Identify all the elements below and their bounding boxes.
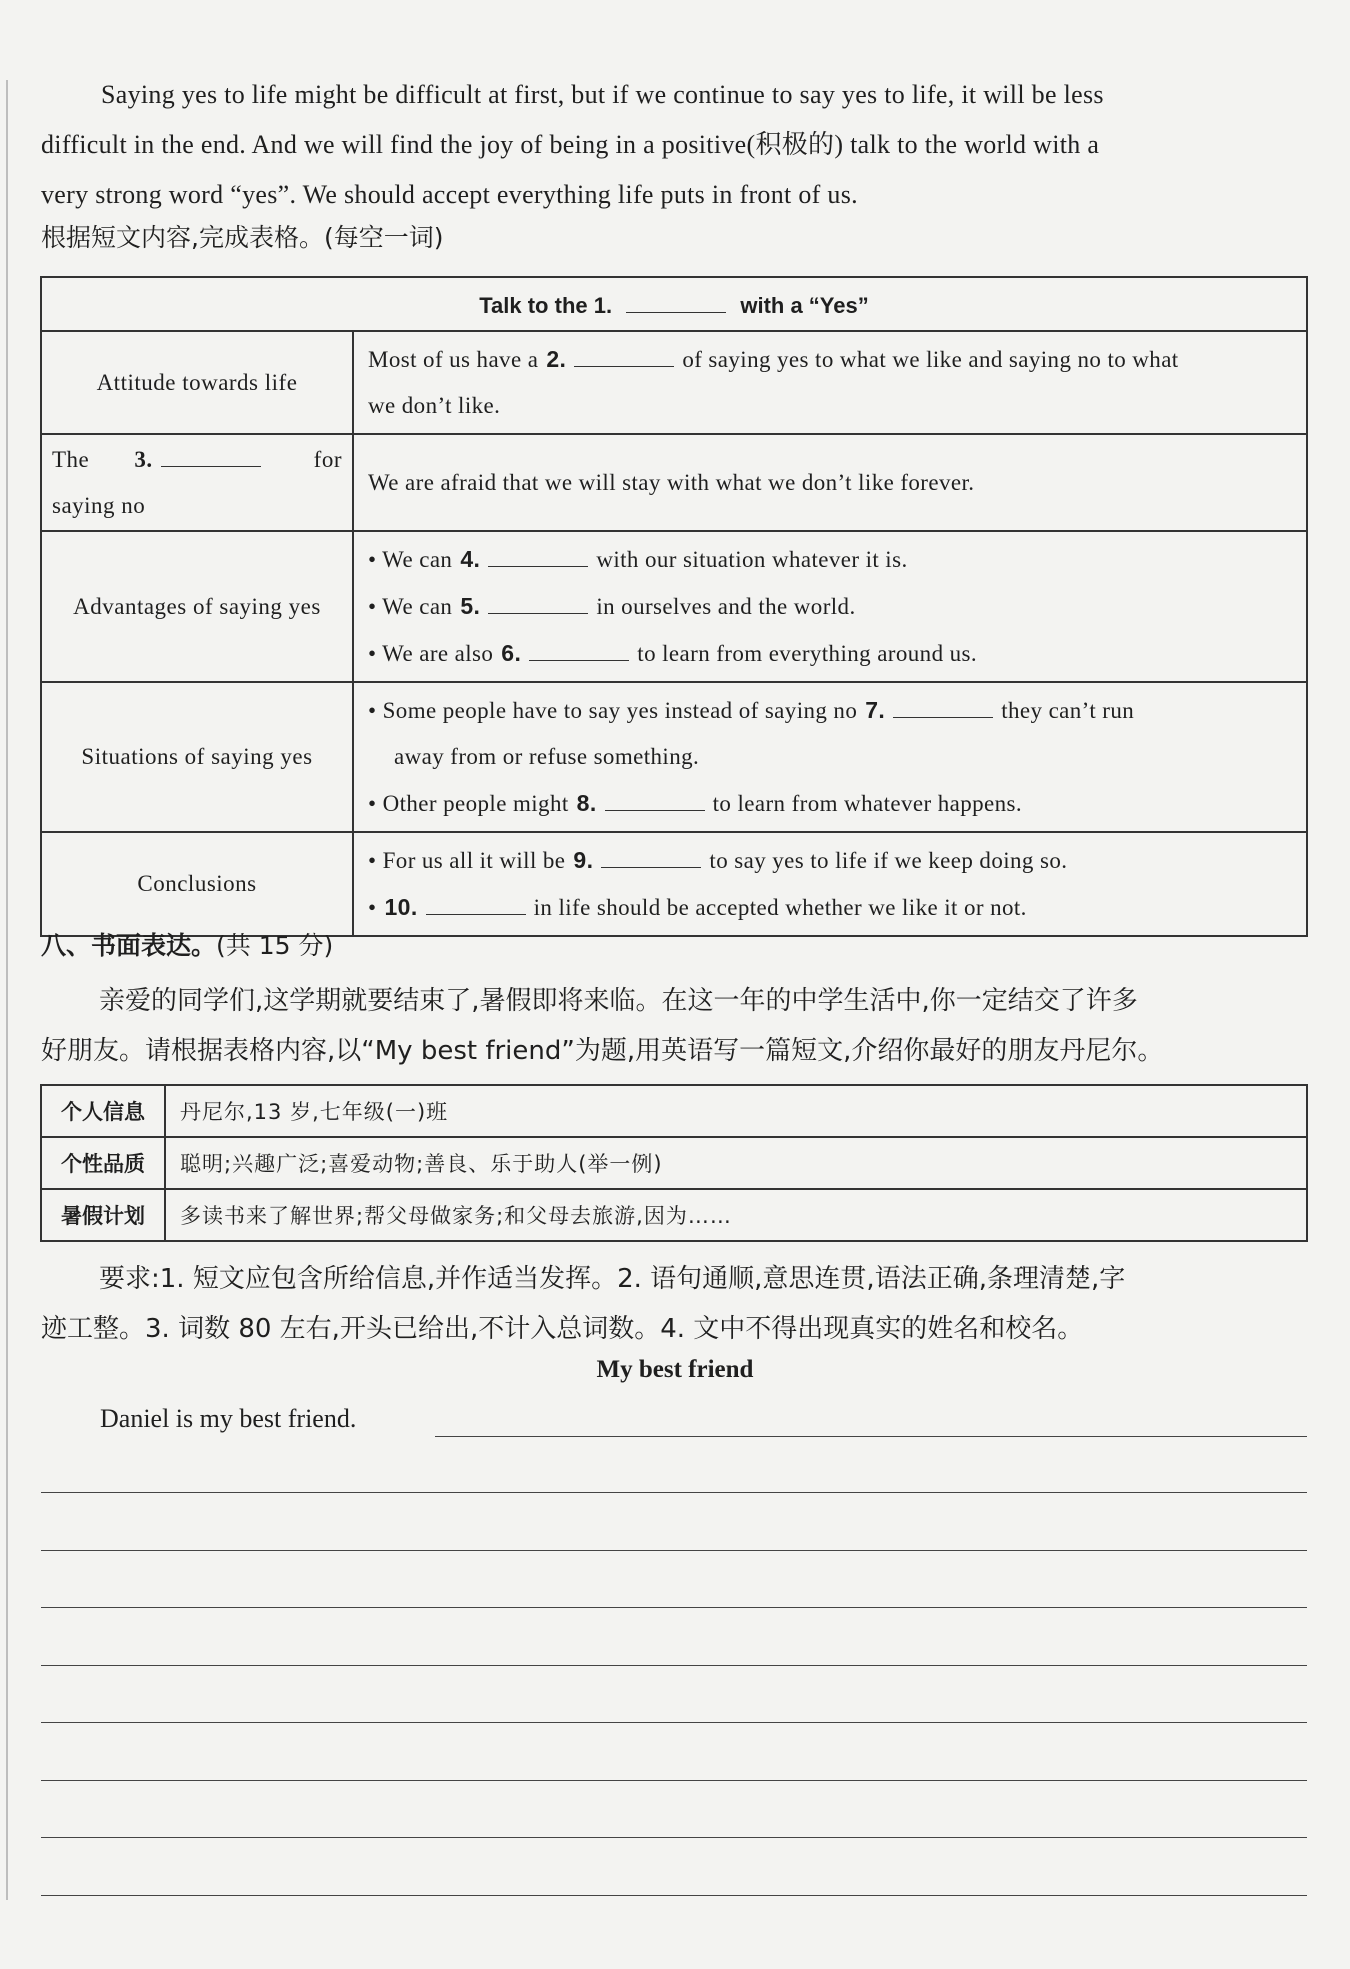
essay-opening: Daniel is my best friend. [100, 1404, 357, 1433]
info-key: 个性品质 [41, 1137, 165, 1189]
answer-blank-2[interactable] [574, 344, 674, 367]
info-key: 暑假计划 [41, 1189, 165, 1241]
row-content-attitude: Most of us have a 2. of saying yes to what we like and saying no to what we don’t like. [353, 331, 1307, 434]
writing-line[interactable] [41, 1722, 1307, 1724]
answer-blank-3[interactable] [161, 444, 261, 467]
answer-blank-6[interactable] [529, 638, 629, 661]
passage-line-1: Saying yes to life might be difficult at first, but if we continue to say yes to life, it will be less [101, 80, 1104, 109]
writing-line[interactable] [41, 1550, 1307, 1552]
answer-blank-9[interactable] [601, 845, 701, 868]
row-label-conclusions: Conclusions [41, 832, 353, 936]
info-value: 聪明;兴趣广泛;喜爱动物;善良、乐于助人(举一例) [165, 1137, 1307, 1189]
row-label-situations: Situations of saying yes [41, 682, 353, 832]
row-label-advantages: Advantages of saying yes [41, 531, 353, 682]
table-instruction: 根据短文内容,完成表格。(每空一词) [41, 223, 444, 252]
row-content-situations: • Some people have to say yes instead of saying no 7. they can’t run away from or refuse something. • Other people might 8. to learn from whatever happens. [353, 682, 1307, 832]
answer-blank-5[interactable] [488, 591, 588, 614]
info-table [40, 1084, 1308, 1242]
info-value: 多读书来了解世界;帮父母做家务;和父母去旅游,因为…… [165, 1189, 1307, 1241]
row-content-reason: We are afraid that we will stay with what we don’t like forever. [353, 434, 1307, 531]
info-value: 丹尼尔,13 岁,七年级(一)班 [165, 1085, 1307, 1137]
answer-blank-4[interactable] [488, 544, 588, 567]
row-label-attitude: Attitude towards life [41, 331, 353, 434]
answer-blank-7[interactable] [893, 695, 993, 718]
passage-line-3: very strong word “yes”. We should accept everything life puts in front of us. [41, 180, 858, 209]
essay-title: My best friend [596, 1356, 754, 1383]
writing-line[interactable] [435, 1436, 1307, 1438]
answer-blank-8[interactable] [605, 788, 705, 811]
row-content-advantages: • We can 4. with our situation whatever it is. • We can 5. in ourselves and the world. • We are also 6. to learn from everything around us. [353, 531, 1307, 682]
section-heading: 八、书面表达。(共 15 分) [41, 931, 334, 960]
writing-line[interactable] [41, 1895, 1307, 1897]
table-title: Talk to the 1. with a “Yes” [41, 277, 1307, 331]
row-label-reason: The 3. for saying no [41, 434, 353, 531]
passage-line-2: difficult in the end. And we will find the joy of being in a positive(积极的) talk to the world with a [41, 130, 1100, 159]
passage [41, 70, 1307, 220]
writing-line[interactable] [41, 1780, 1307, 1782]
reading-table [40, 276, 1308, 937]
info-key: 个人信息 [41, 1085, 165, 1137]
writing-intro: 亲爱的同学们,这学期就要结束了,暑假即将来临。在这一年的中学生活中,你一定结交了许多 好朋友。请根据表格内容,以“My best friend”为题,用英语写一篇短文,介绍你最好的朋友丹尼尔。 [41, 986, 1164, 1066]
writing-line[interactable] [41, 1837, 1307, 1839]
writing-requirements: 要求:1. 短文应包含所给信息,并作适当发挥。2. 语句通顺,意思连贯,语法正确,条理清楚,字 迹工整。3. 词数 80 左右,开头已给出,不计入总词数。4. 文中不得出现真实的姓名和校名。 [41, 1264, 1126, 1344]
writing-line[interactable] [41, 1607, 1307, 1609]
row-content-conclusions: • For us all it will be 9. to say yes to life if we keep doing so. • 10. in life should be accepted whether we like it or not. [353, 832, 1307, 936]
writing-line[interactable] [41, 1492, 1307, 1494]
answer-blank-1[interactable] [626, 290, 726, 313]
answer-blank-10[interactable] [426, 892, 526, 915]
margin-rule [6, 80, 8, 1900]
writing-line[interactable] [41, 1665, 1307, 1667]
